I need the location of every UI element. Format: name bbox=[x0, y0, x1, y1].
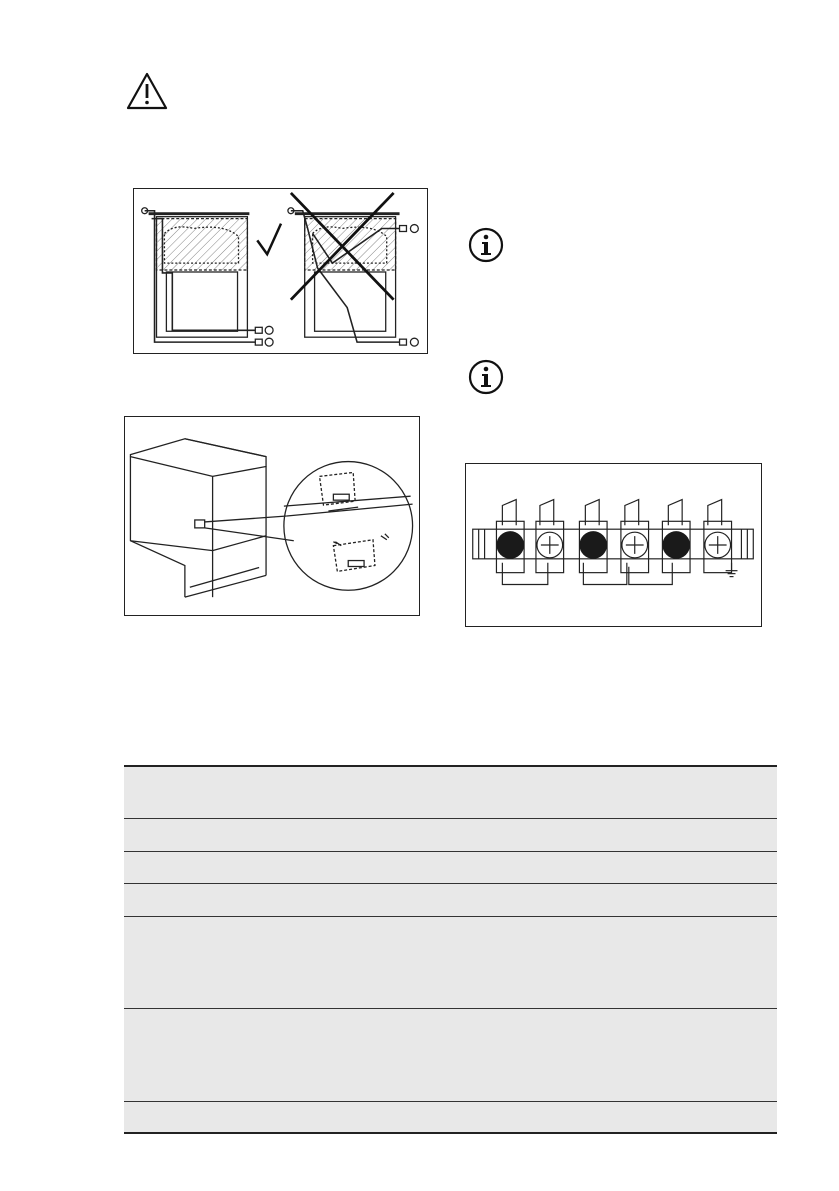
checkmark-icon bbox=[257, 224, 281, 255]
table-row bbox=[124, 1102, 777, 1134]
info-circle-icon bbox=[468, 227, 504, 263]
terminal-filled bbox=[662, 531, 690, 559]
table-row bbox=[124, 1009, 777, 1102]
terminal-filled bbox=[496, 531, 524, 559]
terminal-filled bbox=[579, 531, 607, 559]
info-circle-icon bbox=[468, 359, 504, 395]
correct-installation-diagram bbox=[142, 208, 273, 346]
specification-table bbox=[124, 765, 777, 1134]
cable-routing-figure bbox=[133, 188, 428, 354]
table-row bbox=[124, 765, 777, 819]
table-row bbox=[124, 917, 777, 1009]
table-row bbox=[124, 819, 777, 852]
rating-plate-figure bbox=[124, 416, 420, 616]
table-row bbox=[124, 852, 777, 884]
terminal-block-figure bbox=[465, 463, 762, 627]
incorrect-installation-diagram bbox=[288, 208, 418, 346]
warning-triangle-icon bbox=[126, 72, 168, 110]
table-row bbox=[124, 884, 777, 917]
